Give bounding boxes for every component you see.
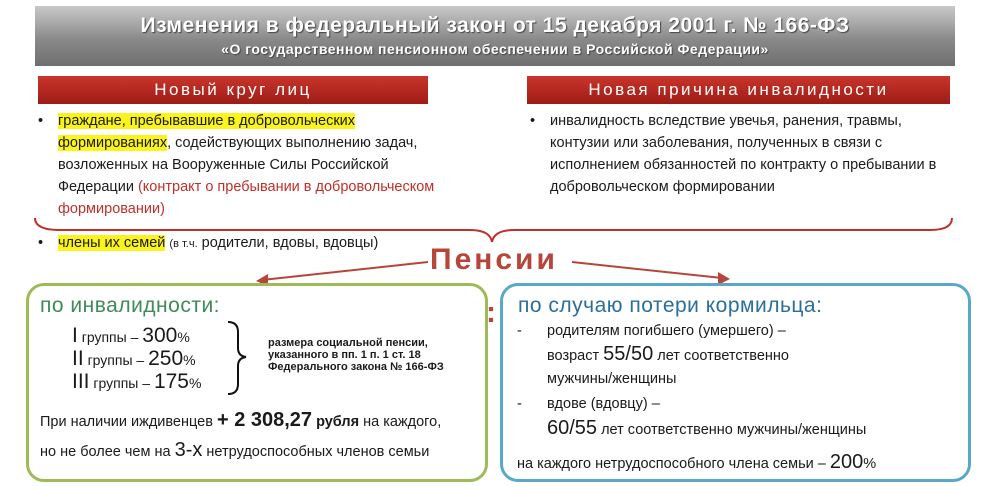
survivor-title: по случаю потери кормильца: <box>518 294 823 317</box>
group-pct: % <box>177 329 190 345</box>
page-subtitle: «О государственном пенсионном обеспечении в Российской Федерации» <box>221 41 769 57</box>
dep-suffix: на каждого, <box>363 414 442 430</box>
ages-value: 55/50 <box>603 343 654 365</box>
item-text: , содействующих выполнению задач, возложенных на Вооруженные Силы Российской Федерации <box>58 135 418 195</box>
dependents-line-2 <box>40 440 429 462</box>
colon-mark: : <box>486 296 496 329</box>
highlight-family: члены их семей <box>58 235 166 251</box>
survivor-item-1 <box>517 321 786 341</box>
item-text: родители, вдовы, вдовцы) <box>197 235 379 251</box>
group-num: I <box>72 324 78 347</box>
footer-pct: % <box>863 456 877 472</box>
arrow-left <box>262 262 428 280</box>
dash-bullet: - <box>517 396 522 412</box>
group-num: II <box>72 347 84 370</box>
group-row <box>72 324 190 348</box>
group-pct: % <box>183 352 196 368</box>
group-word: группы <box>87 352 133 368</box>
group-dash: – <box>136 352 145 368</box>
group-value: 175 <box>153 370 189 393</box>
group-pct: % <box>189 375 202 391</box>
new-reason-header: Новая причина инвалидности <box>527 76 950 104</box>
dep-line2-b: нетрудоспособных членов семьи <box>206 444 430 460</box>
group-value: 250 <box>148 347 184 370</box>
bullet-icon: • <box>530 113 536 129</box>
dep-amount: + 2 308,27 <box>216 409 313 431</box>
item-text: лет соответственно <box>657 348 789 364</box>
arrow-right <box>572 262 722 278</box>
group-dash: – <box>142 375 151 391</box>
survivor-item-1-gender: мужчины/женщины <box>547 371 677 387</box>
pensions-label: Пенсии <box>430 243 558 276</box>
dep-unit: рубля <box>316 414 360 430</box>
group-row <box>72 370 201 394</box>
brace-shape <box>35 218 952 242</box>
dep-line2-num: 3-х <box>174 439 203 461</box>
group-dash: – <box>130 329 139 345</box>
list-item-text: инвалидность вследствие увечья, ранения, травмы, контузии или заболевания, полученных в связи с исполнением обязанностей по контракту о пребывании в добровольческом формировании <box>550 113 937 195</box>
group-word: группы <box>93 375 139 391</box>
highlight-volunteers: граждане, пребывавшие в добровольческих формированиях <box>58 113 356 151</box>
contract-note: (контракт о пребывании в добровольческом формировании) <box>58 179 435 217</box>
ages-value: 60/55 <box>547 417 598 439</box>
group-row <box>72 347 196 371</box>
survivor-footer <box>517 452 876 474</box>
dep-line2-a: но не более чем на <box>40 444 171 460</box>
dash-bullet: - <box>517 323 522 339</box>
page-title: Изменения в федеральный закон от 15 декабря 2001 г. № 166-ФЗ <box>140 14 850 37</box>
item-text: родителям погибшего (умершего) – <box>547 323 786 339</box>
survivor-item-2 <box>517 394 660 414</box>
dep-prefix: При наличии иждивенцев <box>40 414 213 430</box>
bullet-icon: • <box>38 235 44 251</box>
group-word: группы <box>81 329 127 345</box>
disability-title: по инвалидности: <box>40 294 221 317</box>
item-text: вдове (вдовцу) – <box>547 396 660 412</box>
brace-note: размера социальной пенсии, указанного в пп. 1 п. 1 ст. 18 Федерального закона № 166-ФЗ <box>268 337 444 373</box>
incl-note: (в т.ч. <box>169 238 198 250</box>
item-text: лет соответственно мужчины/женщины <box>601 422 867 438</box>
survivor-item-2-ages <box>547 418 866 440</box>
footer-value: 200 <box>829 451 864 473</box>
group-num: III <box>72 370 90 393</box>
group-value: 300 <box>142 324 178 347</box>
dependents-line <box>40 410 441 432</box>
new-circle-header: Новый круг лиц <box>38 76 428 104</box>
item-text: возраст <box>547 348 600 364</box>
survivor-item-1-ages <box>547 344 789 366</box>
bullet-icon: • <box>38 113 44 129</box>
footer-text: на каждого нетрудоспособного члена семьи – <box>517 456 826 472</box>
